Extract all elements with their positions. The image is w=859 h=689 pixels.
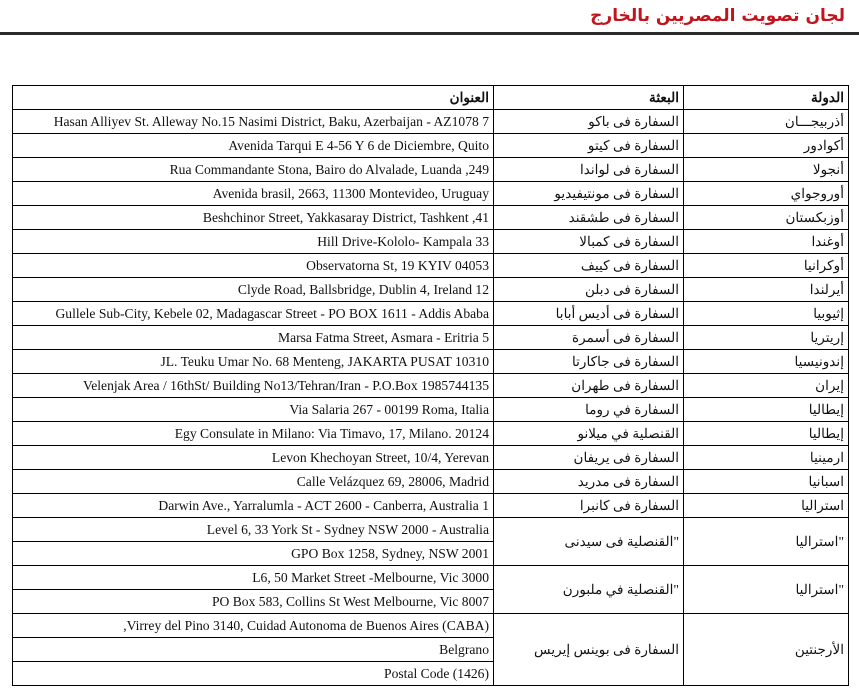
mission-cell: السفارة فى مونتيفيديو [494,182,684,206]
mission-cell: السفارة فى مدريد [494,470,684,494]
mission-cell: السفارة فى كمبالا [494,230,684,254]
mission-cell: السفارة فى أسمرة [494,326,684,350]
table-row-argentina [13,614,849,638]
country-cell: إريتريا [684,326,849,350]
country-cell: أيرلندا [684,278,849,302]
mission-cell: "القنصلية فى سيدنى [494,518,684,566]
table-row [13,302,849,326]
table-row [13,494,849,518]
address-cell: Egy Consulate in Milano: Via Timavo, 17, Milano. 20124 [13,422,494,446]
address-cell: PO Box 583, Collins St West Melbourne, Vic 8007 [13,590,494,614]
table-row [13,110,849,134]
country-cell: "استراليا [684,566,849,614]
table-row [13,230,849,254]
address-cell: L6, 50 Market Street -Melbourne, Vic 3000 [13,566,494,590]
country-cell: أوكرانيا [684,254,849,278]
mission-cell: السفارة فى دبلن [494,278,684,302]
table-row [13,158,849,182]
address-cell: Rua Commandante Stona, Bairo do Alvalade, Luanda ,249 [13,158,494,182]
address-cell: Level 6, 33 York St - Sydney NSW 2000 - Australia [13,518,494,542]
address-cell: Avenida brasil, 2663, 11300 Montevideo, Uruguay [13,182,494,206]
address-cell: Calle Velázquez 69, 28006, Madrid [13,470,494,494]
table-row-melbourne [13,566,849,590]
country-cell: أنجولا [684,158,849,182]
table-row [13,326,849,350]
table-row [13,182,849,206]
table-row [13,254,849,278]
address-cell: Clyde Road, Ballsbridge, Dublin 4, Ireland 12 [13,278,494,302]
address-cell: GPO Box 1258, Sydney, NSW 2001 [13,542,494,566]
country-cell: استراليا [684,494,849,518]
address-cell: Gullele Sub-City, Kebele 02, Madagascar Street - PO BOX 1611 - Addis Ababa [13,302,494,326]
header-mission: البعثة [494,86,684,110]
address-cell: Hasan Alliyev St. Alleway No.15 Nasimi District, Baku, Azerbaijan - AZ1078 7 [13,110,494,134]
country-cell: إيطاليا [684,398,849,422]
address-cell: Postal Code (1426) [13,662,494,686]
address-cell: Via Salaria 267 - 00199 Roma, Italia [13,398,494,422]
address-cell: Belgrano [13,638,494,662]
country-cell: "استراليا [684,518,849,566]
address-cell: Observatorna St, 19 KYIV 04053 [13,254,494,278]
country-cell: إيران [684,374,849,398]
country-cell: إيطاليا [684,422,849,446]
address-cell: Avenida Tarqui E 4-56 Y 6 de Diciembre, Quito [13,134,494,158]
country-cell: أكوادور [684,134,849,158]
address-cell: Darwin Ave., Yarralumla - ACT 2600 - Canberra, Australia 1 [13,494,494,518]
address-cell: Hill Drive-Kololo- Kampala 33 [13,230,494,254]
table-row [13,350,849,374]
mission-cell: السفارة فى يريفان [494,446,684,470]
table-row [13,446,849,470]
address-cell: Marsa Fatma Street, Asmara - Eritria 5 [13,326,494,350]
mission-cell: القنصلية في ميلانو [494,422,684,446]
address-cell: Velenjak Area / 16thSt/ Building No13/Tehran/Iran - P.O.Box 1985744135 [13,374,494,398]
table-row [13,422,849,446]
country-cell: الأرجنتين [684,614,849,686]
country-cell: أوروجواي [684,182,849,206]
mission-cell: السفارة فى طهران [494,374,684,398]
country-cell: ارمينيا [684,446,849,470]
embassy-table [12,85,849,686]
address-cell: Levon Khechoyan Street, 10/4, Yerevan [13,446,494,470]
mission-cell: السفارة فى جاكارتا [494,350,684,374]
address-cell: Beshchinor Street, Yakkasaray District, Tashkent ,41 [13,206,494,230]
mission-cell: السفارة فى كييف [494,254,684,278]
table-row-sydney [13,518,849,542]
page-title: لجان تصويت المصريين بالخارج [590,6,845,26]
table-row [13,374,849,398]
mission-cell: السفارة فى كانبرا [494,494,684,518]
table-row [13,206,849,230]
mission-cell: السفارة فى كيتو [494,134,684,158]
mission-cell: السفارة فى لواندا [494,158,684,182]
mission-cell: "القنصلية في ملبورن [494,566,684,614]
country-cell: أوزبكستان [684,206,849,230]
header-address: العنوان [13,86,494,110]
address-cell: JL. Teuku Umar No. 68 Menteng, JAKARTA PUSAT 10310 [13,350,494,374]
table-header-row [13,86,849,110]
table-row [13,398,849,422]
mission-cell: السفارة فى طشقند [494,206,684,230]
country-cell: إثيوبيا [684,302,849,326]
mission-cell: السفارة فى أديس أبابا [494,302,684,326]
country-cell: أذربيجـــان [684,110,849,134]
table-row [13,470,849,494]
country-cell: اسبانيا [684,470,849,494]
mission-cell: السفارة في روما [494,398,684,422]
mission-cell: السفارة فى باكو [494,110,684,134]
address-cell: ,Virrey del Pino 3140, Cuidad Autonoma de Buenos Aires (CABA) [13,614,494,638]
country-cell: إندونيسيا [684,350,849,374]
table-row [13,278,849,302]
mission-cell: السفارة فى بوينس إيريس [494,614,684,686]
title-underline [0,32,859,35]
table-row [13,134,849,158]
country-cell: أوغندا [684,230,849,254]
header-country: الدولة [684,86,849,110]
